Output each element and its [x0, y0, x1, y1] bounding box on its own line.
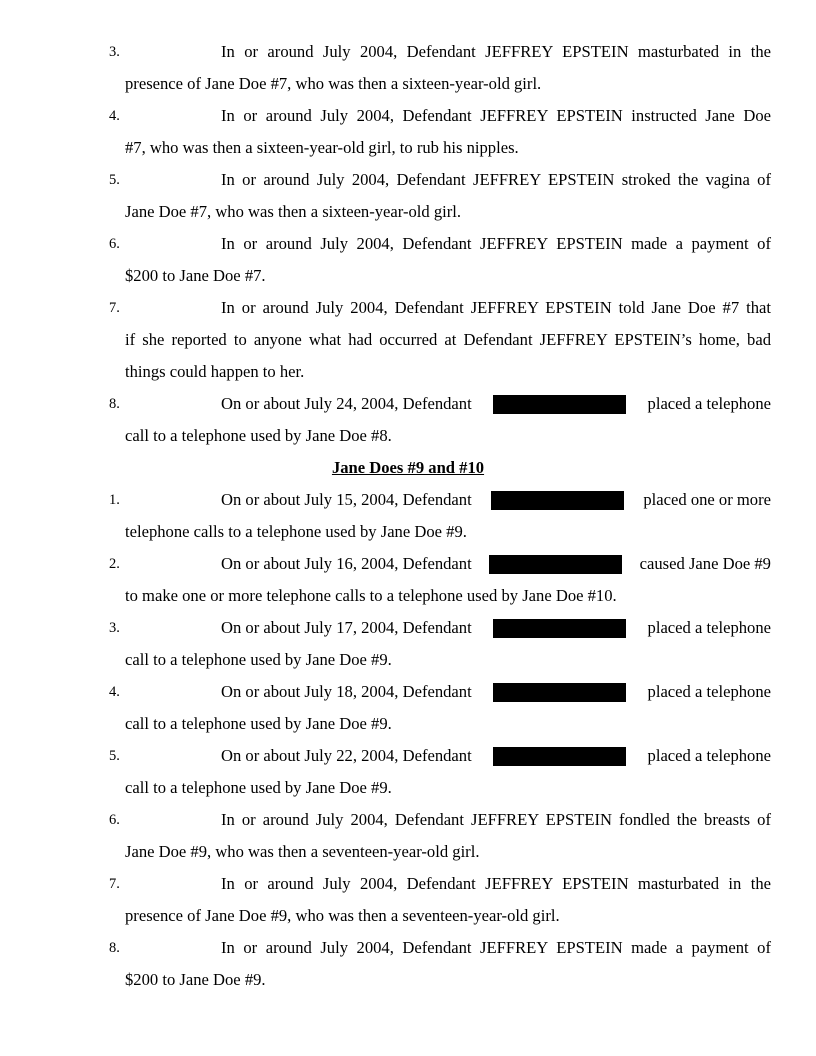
paragraph-first-line: In or around July 2004, Defendant JEFFREY EPSTEIN instructed Jane Doe — [221, 106, 771, 125]
paragraph-number: 3. — [109, 620, 120, 636]
paragraph-number: 6. — [109, 812, 120, 828]
paragraph-first-line — [221, 740, 771, 772]
paragraph-number: 8. — [109, 396, 120, 412]
document-page — [0, 36, 816, 996]
paragraph-continuation-line: $200 to Jane Doe #7. — [125, 266, 266, 285]
paragraph-number: 2. — [109, 556, 120, 572]
paragraph-s1-5 — [0, 164, 816, 228]
paragraph-continuation-line: presence of Jane Doe #7, who was then a sixteen-year-old girl. — [125, 74, 542, 93]
paragraph-number: 1. — [109, 492, 120, 508]
paragraph-continuation-line: Jane Doe #9, who was then a seventeen-year-old girl. — [125, 842, 480, 861]
section-heading: Jane Does #9 and #10 — [331, 458, 485, 477]
paragraph-first-line: In or around July 2004, Defendant JEFFREY EPSTEIN told Jane Doe #7 that — [221, 298, 771, 317]
redaction-bar — [493, 683, 626, 702]
text-before-redaction: On or about July 24, 2004, Defendant — [221, 394, 472, 413]
paragraph-s2-5 — [0, 740, 816, 804]
paragraph-first-line: In or around July 2004, Defendant JEFFREY EPSTEIN fondled the breasts of — [221, 810, 771, 829]
paragraph-number: 4. — [109, 108, 120, 124]
paragraph-continuation-line: call to a telephone used by Jane Doe #9. — [125, 714, 392, 733]
text-before-redaction: On or about July 22, 2004, Defendant — [221, 746, 472, 765]
paragraph-first-line — [221, 388, 771, 420]
paragraph-first-line — [221, 676, 771, 708]
paragraph-continuation-line: $200 to Jane Doe #9. — [125, 970, 266, 989]
paragraph-s1-3 — [0, 36, 816, 100]
paragraph-first-line — [221, 612, 771, 644]
paragraph-s2-4 — [0, 676, 816, 740]
paragraph-continuation-line: call to a telephone used by Jane Doe #9. — [125, 650, 392, 669]
paragraph-first-line — [221, 548, 771, 580]
paragraph-continuation-line: #7, who was then a sixteen-year-old girl, to rub his nipples. — [125, 138, 519, 157]
paragraph-s1-8 — [0, 388, 816, 452]
text-before-redaction: On or about July 16, 2004, Defendant — [221, 554, 472, 573]
text-after-redaction: placed a telephone — [647, 682, 771, 701]
paragraph-s2-7 — [0, 868, 816, 932]
redaction-bar — [493, 395, 626, 414]
redaction-bar — [489, 555, 622, 574]
text-before-redaction: On or about July 18, 2004, Defendant — [221, 682, 472, 701]
paragraph-continuation-line: to make one or more telephone calls to a telephone used by Jane Doe #10. — [125, 586, 617, 605]
paragraph-number: 5. — [109, 748, 120, 764]
text-after-redaction: caused Jane Doe #9 — [639, 554, 771, 573]
text-after-redaction: placed a telephone — [647, 746, 771, 765]
paragraph-continuation-line: presence of Jane Doe #9, who was then a seventeen-year-old girl. — [125, 906, 560, 925]
paragraph-s1-6 — [0, 228, 816, 292]
paragraph-s1-4 — [0, 100, 816, 164]
paragraph-number: 7. — [109, 876, 120, 892]
paragraph-continuation-line: things could happen to her. — [125, 362, 305, 381]
text-after-redaction: placed a telephone — [647, 618, 771, 637]
paragraph-s2-8 — [0, 932, 816, 996]
paragraph-first-line: In or around July 2004, Defendant JEFFREY EPSTEIN made a payment of — [221, 234, 771, 253]
paragraph-continuation-line: if she reported to anyone what had occurred at Defendant JEFFREY EPSTEIN’s home, bad — [125, 330, 771, 349]
paragraph-first-line: In or around July 2004, Defendant JEFFREY EPSTEIN masturbated in the — [221, 874, 771, 893]
paragraph-s2-3 — [0, 612, 816, 676]
paragraph-number: 4. — [109, 684, 120, 700]
text-before-redaction: On or about July 15, 2004, Defendant — [221, 490, 472, 509]
text-before-redaction: On or about July 17, 2004, Defendant — [221, 618, 472, 637]
paragraph-s2-1 — [0, 484, 816, 548]
redaction-bar — [491, 491, 624, 510]
paragraph-s2-6 — [0, 804, 816, 868]
paragraph-continuation-line: call to a telephone used by Jane Doe #8. — [125, 426, 392, 445]
paragraph-first-line: In or around July 2004, Defendant JEFFREY EPSTEIN masturbated in the — [221, 42, 771, 61]
text-after-redaction: placed a telephone — [647, 394, 771, 413]
paragraph-first-line: In or around July 2004, Defendant JEFFREY EPSTEIN stroked the vagina of — [221, 170, 771, 189]
paragraph-continuation-line: telephone calls to a telephone used by Jane Doe #9. — [125, 522, 467, 541]
paragraph-number: 7. — [109, 300, 120, 316]
paragraph-number: 5. — [109, 172, 120, 188]
paragraph-first-line — [221, 484, 771, 516]
paragraph-first-line: In or around July 2004, Defendant JEFFREY EPSTEIN made a payment of — [221, 938, 771, 957]
text-after-redaction: placed one or more — [643, 490, 771, 509]
paragraph-number: 6. — [109, 236, 120, 252]
redaction-bar — [493, 619, 626, 638]
paragraph-s2-2 — [0, 548, 816, 612]
paragraph-continuation-line: Jane Doe #7, who was then a sixteen-year-old girl. — [125, 202, 462, 221]
paragraph-continuation-line: call to a telephone used by Jane Doe #9. — [125, 778, 392, 797]
redaction-bar — [493, 747, 626, 766]
paragraph-number: 3. — [109, 44, 120, 60]
paragraph-s1-7 — [0, 292, 816, 388]
paragraph-number: 8. — [109, 940, 120, 956]
